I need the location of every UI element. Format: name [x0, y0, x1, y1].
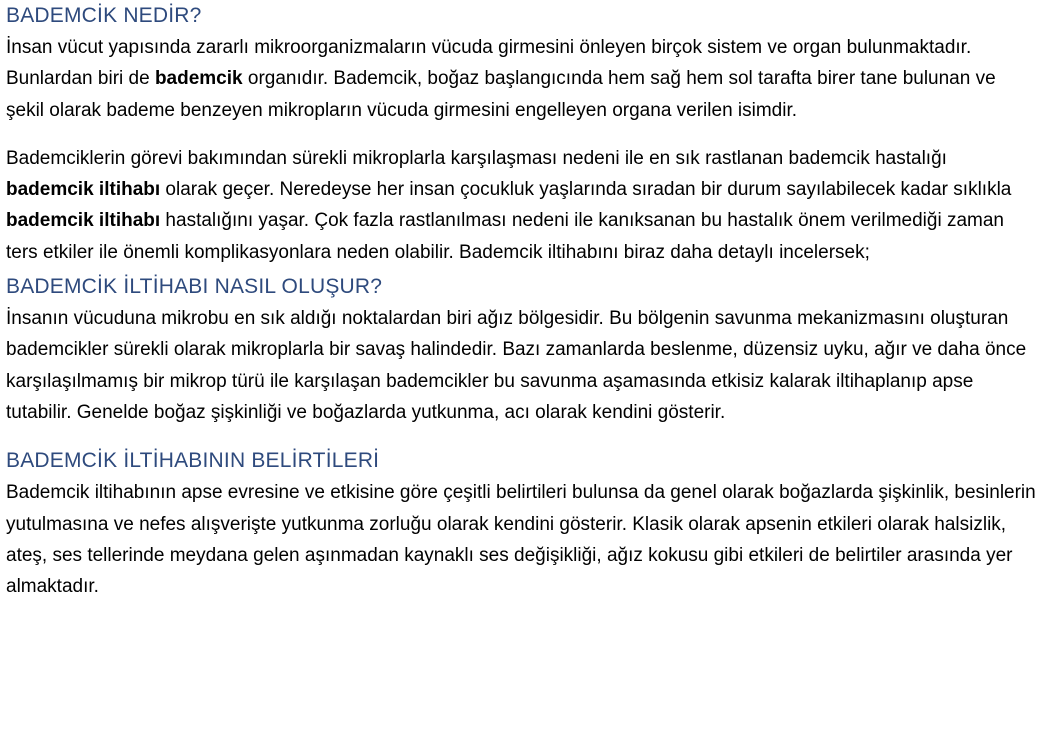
paragraph-tonsillitis-intro	[6, 143, 1036, 268]
bold-text-run: bademcik	[154, 68, 243, 90]
text-run: Bademciklerin görevi bakımından sürekli mikroplarla karşılaşması nedeni ile en sık rastlanan bademcik hastalığı	[6, 147, 947, 169]
text-run: İnsan vücut yapısında zararlı mikroorganizmaların vücuda girmesini önleyen birçok sistem ve organ bulunmaktadır. Bunlardan biri de	[6, 37, 972, 90]
paragraph-tonsil-definition	[6, 32, 1036, 126]
document	[6, 0, 1036, 602]
text-run: olarak geçer. Neredeyse her insan çocukluk yaşlarında sıradan bir durum sayılabilecek kadar sıklıkla	[160, 179, 1012, 201]
paragraph-how-it-forms	[6, 303, 1036, 428]
text-run: hastalığını yaşar. Çok fazla rastlanılması nedeni ile kanıksanan bu hastalık önem verilmediği zaman ters etkiler ile önemli komplikasyonlara neden olabilir. Bademcik iltihabını biraz daha detaylı incelersek;	[6, 210, 1004, 263]
section-heading-how-it-forms: BADEMCİK İLTİHABI NASIL OLUŞUR?	[6, 275, 383, 299]
paragraph-symptoms	[6, 477, 1036, 602]
text-run: İnsanın vücuduna mikrobu en sık aldığı noktalardan biri ağız bölgesidir. Bu bölgenin savunma mekanizmasını oluşturan bademcikler sürekli olarak mikroplarla bir savaş halindedir. Bazı zamanlarda beslenme, düzensiz uyku, ağır ve daha önce karşılaşılmamış bir mikrop türü ile karşılaşan bademcikler bu savunma aşamasında etkisiz kalarak iltihaplanıp apse tutabilir. Genelde boğaz şişkinliği ve boğazlarda yutkunma, acı olarak kendini gösterir.	[6, 308, 1027, 423]
section-heading-symptoms: BADEMCİK İLTİHABININ BELİRTİLERİ	[6, 449, 380, 473]
bold-text-run: bademcik iltihabı	[6, 210, 161, 232]
section-heading-what-is-tonsil: BADEMCİK NEDİR?	[6, 4, 202, 27]
text-run: Bademcik iltihabının apse evresine ve etkisine göre çeşitli belirtileri bulunsa da genel olarak boğazlarda şişkinlik, besinlerin yutulmasına ve nefes alışverişte yutkunma zorluğu olarak kendini gösterir. Klasik olarak apsenin etkileri olarak halsizlik, ateş, ses tellerinde meydana gelen aşınmadan kaynaklı ses değişikliği, ağız kokusu gibi etkileri de belirtiler arasında yer almaktadır.	[6, 482, 1036, 598]
text-run: organıdır. Bademcik, boğaz başlangıcında hem sağ hem sol tarafta birer tane bulunan ve şekil olarak bademe benzeyen mikropların vücuda girmesini engelleyen organa verilen isimdir.	[6, 68, 996, 121]
bold-text-run: bademcik iltihabı	[6, 179, 161, 201]
